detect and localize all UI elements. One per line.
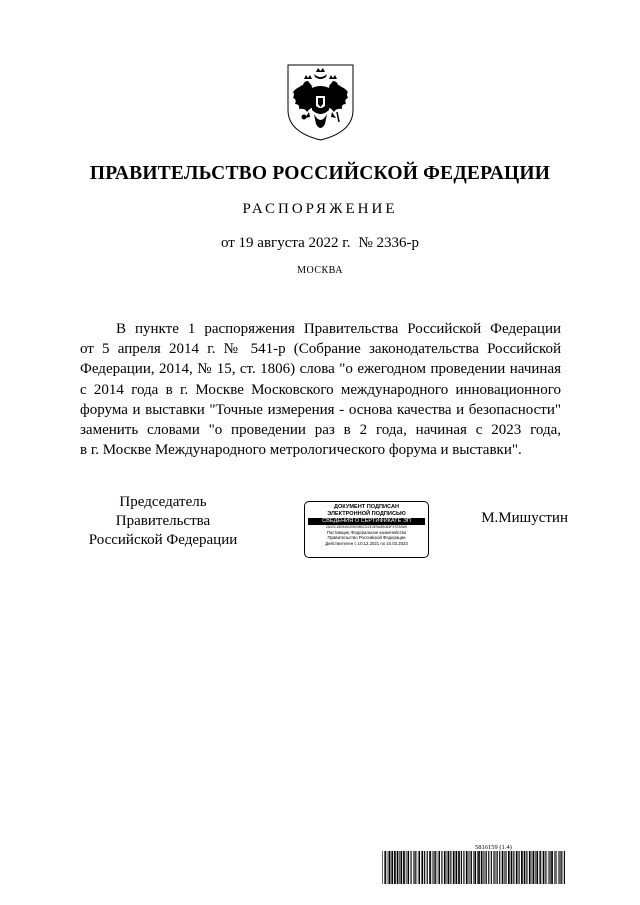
- document-code: 5816159 (1.4): [475, 844, 512, 851]
- stamp-issuer: Поставщик: Федеральное казначейство: [326, 530, 407, 536]
- document-body: [80, 319, 561, 460]
- body-line: Федерации, 2014, № 15, ст. 1806) слова "о ежегодном проведении начиная: [80, 361, 561, 378]
- stamp-serial: 2A00C1805451E5E08BCD2E4E9A6B063F47EA5A9: [325, 525, 408, 530]
- document-date: от 19 августа 2022 г.: [220, 235, 351, 251]
- city-label: МОСКВА: [297, 265, 343, 276]
- signer-name: М.Мишустин: [481, 510, 568, 526]
- body-line: форума и выставки "Точные измерения - основа качества и безопасности": [80, 401, 561, 418]
- barcode-image: [382, 851, 567, 884]
- stamp-validity: Действителен с 10.12.2021 по 10.03.2023: [325, 540, 408, 546]
- signer-position: [72, 493, 254, 550]
- electronic-signature-stamp: [304, 501, 429, 558]
- government-title: ПРАВИТЕЛЬСТВО РОССИЙСКОЙ ФЕДЕРАЦИИ: [89, 163, 551, 184]
- body-line: В пункте 1 распоряжения Правительства Российской Федерации: [116, 321, 561, 337]
- stamp-title-line: ЭЛЕКТРОННОЙ ПОДПИСЬЮ: [327, 510, 406, 517]
- stamp-certificate-header: СВЕДЕНИЯ О СЕРТИФИКАТЕ ЭП: [308, 518, 425, 525]
- date-line: [0, 235, 640, 252]
- stamp-issuer: Правительство Российской Федерации: [327, 535, 406, 541]
- stamp-title-line: ДОКУМЕНТ ПОДПИСАН: [333, 504, 400, 510]
- body-line: с 2014 года в г. Москве Московского международного инновационного: [80, 381, 561, 398]
- body-line: в г. Москве Международного метрологического форума и выставки".: [80, 442, 522, 459]
- signer-position-line: Председатель Правительства: [115, 494, 211, 529]
- document-number: № 2336-р: [358, 235, 420, 251]
- body-line: заменить словами "о проведении раз в 2 года, начиная с 2023 года,: [80, 421, 561, 438]
- coat-of-arms-emblem: [285, 62, 356, 142]
- document-type: РАСПОРЯЖЕНИЕ: [242, 201, 398, 217]
- body-line: от 5 апреля 2014 г. № 541-р (Собрание законодательства Российской: [80, 341, 561, 358]
- signer-position-line: Российской Федерации: [88, 532, 238, 548]
